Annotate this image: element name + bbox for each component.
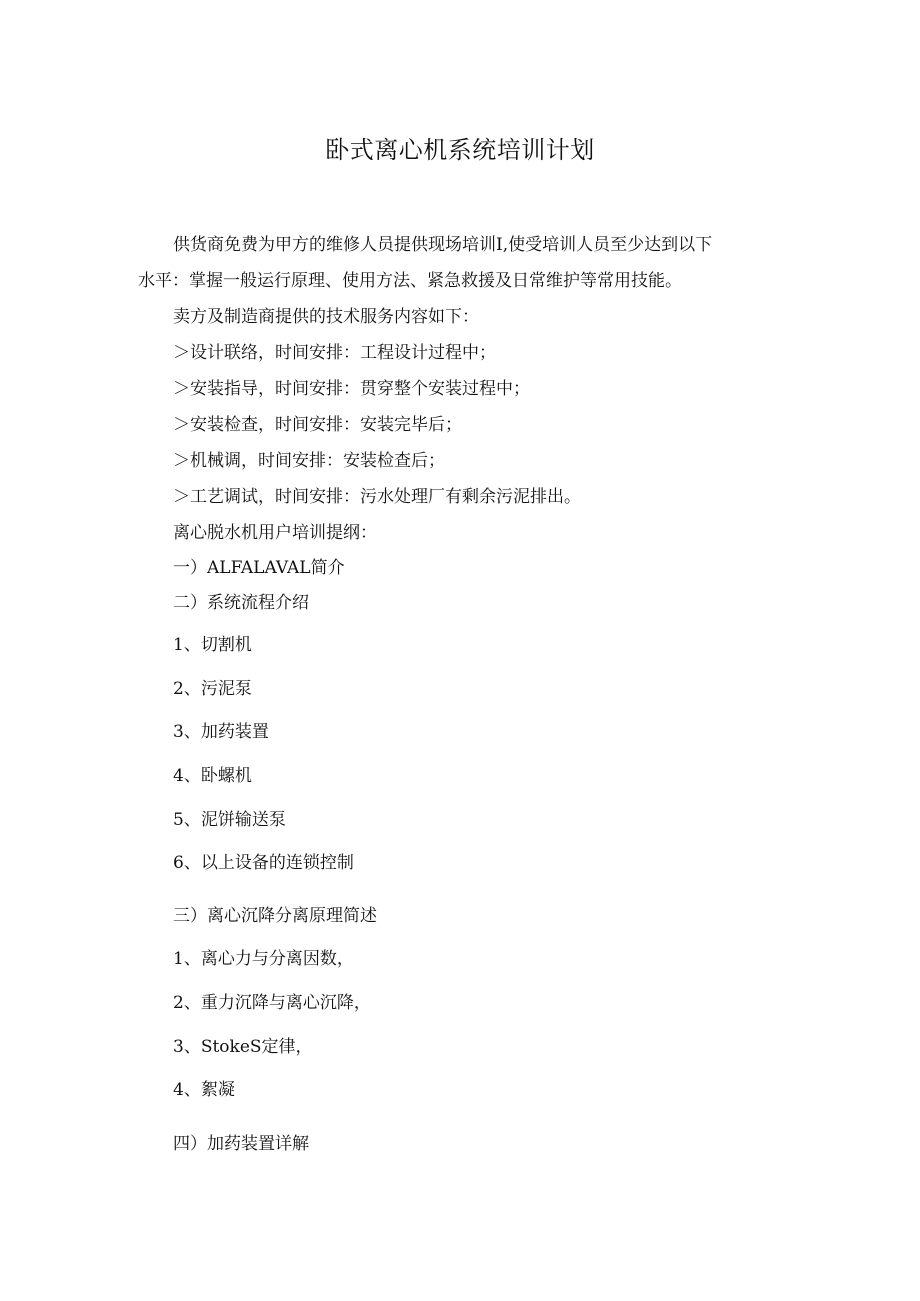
service-item: ＞机械调，时间安排：安装检查后； (173, 451, 445, 471)
service-item: ＞工艺调试，时间安排：污水处理厂有剩余污泥排出。 (173, 487, 581, 507)
services-heading: 卖方及制造商提供的技术服务内容如下： (173, 307, 479, 327)
list-item: 1、切割机 (173, 635, 252, 655)
outline-heading: 离心脱水机用户培训提纲： (173, 523, 377, 543)
intro-line-2: 水平：掌握一般运行原理、使用方法、紧急救援及日常维护等常用技能。 (138, 271, 682, 291)
list-item: 3、加药装置 (173, 722, 269, 742)
intro-line-1: 供货商免费为甲方的维修人员提供现场培训I,使受培训人员至少达到以下 (173, 235, 713, 255)
list-item: 6、以上设备的连锁控制 (173, 853, 354, 873)
service-item: ＞安装指导，时间安排：贯穿整个安装过程中； (173, 379, 530, 399)
section-heading: 一）ALFALAVAL简介 (173, 558, 345, 578)
list-item: 1、离心力与分离因数， (173, 949, 354, 969)
service-item: ＞设计联络，时间安排：工程设计过程中； (173, 343, 496, 363)
list-item: 3、StokeS定律， (173, 1037, 313, 1057)
list-item: 2、重力沉降与离心沉降， (173, 993, 371, 1013)
section-heading: 四）加药装置详解 (173, 1134, 309, 1154)
section-heading: 二）系统流程介绍 (173, 593, 309, 613)
list-item: 2、污泥泵 (173, 679, 252, 699)
service-item: ＞安装检查，时间安排：安装完毕后； (173, 415, 462, 435)
list-item: 4、絮凝 (173, 1080, 235, 1100)
list-item: 5、泥饼输送泵 (173, 810, 286, 830)
list-item: 4、卧螺机 (173, 766, 252, 786)
section-heading: 三）离心沉降分离原理简述 (173, 906, 377, 926)
document-title: 卧式离心机系统培训计划 (325, 136, 595, 164)
